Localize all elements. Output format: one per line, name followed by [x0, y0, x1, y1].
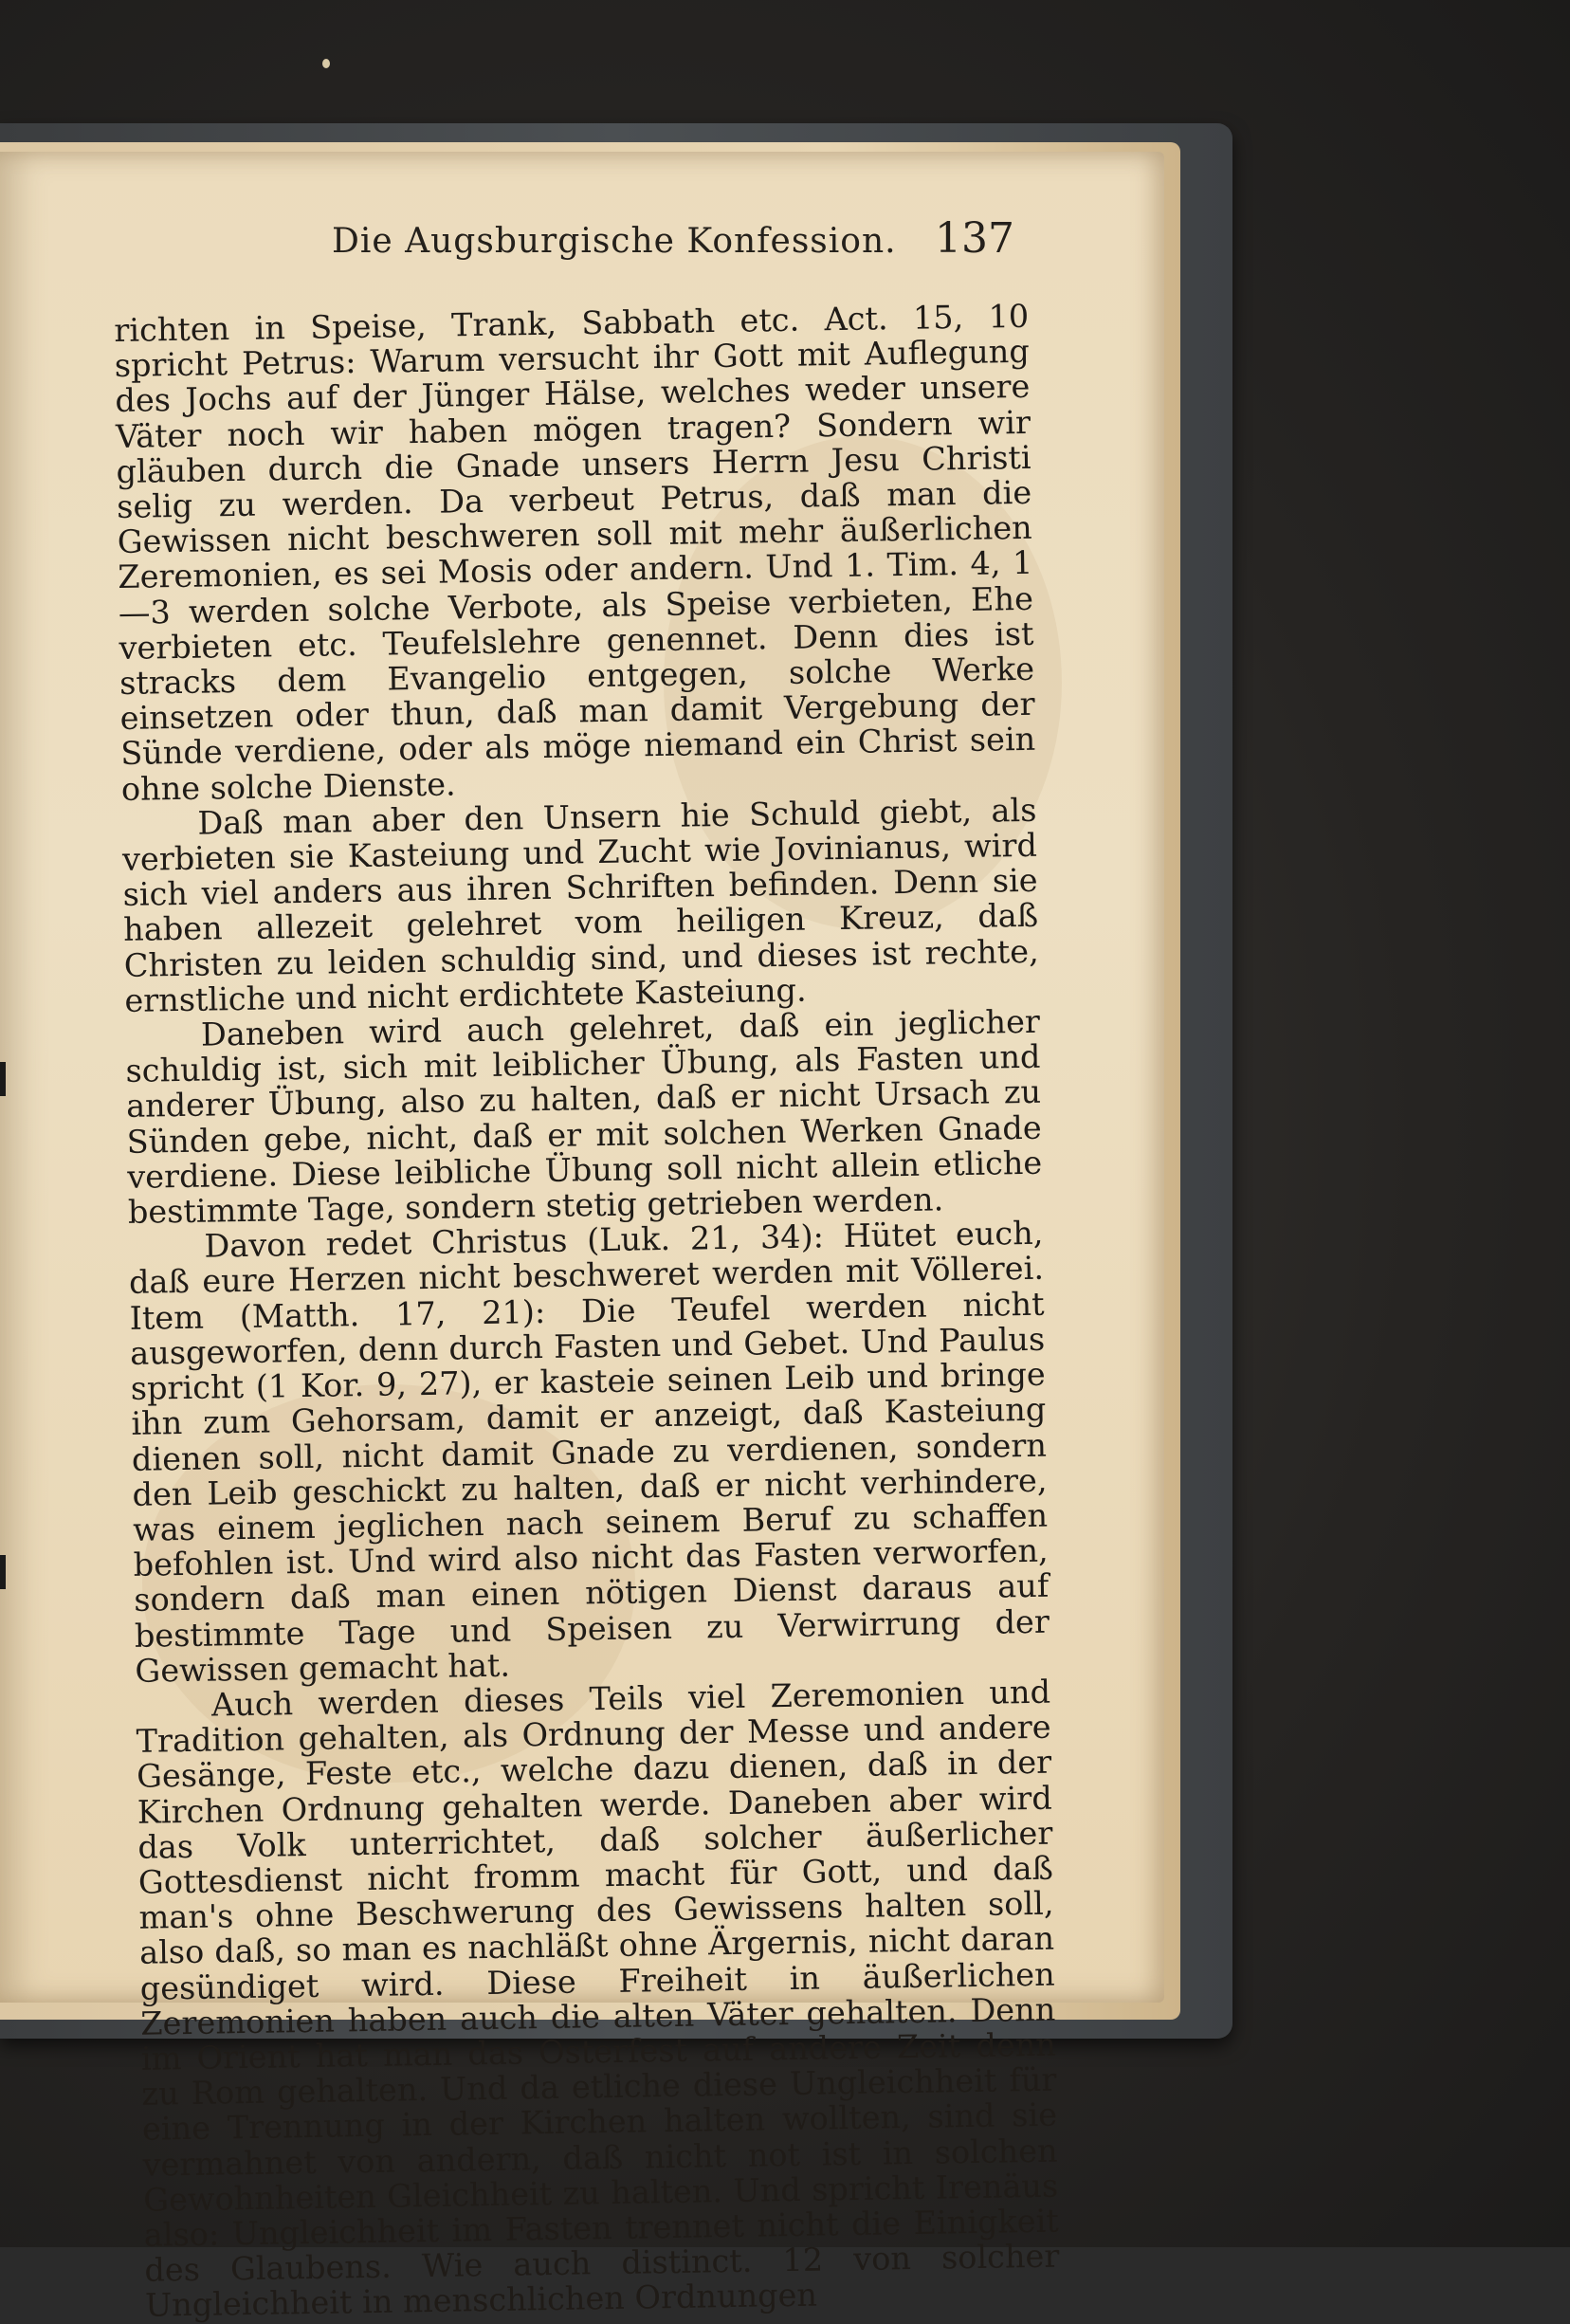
running-title: Die Augsburgische Konfession.	[332, 222, 897, 261]
dust-spot	[322, 59, 330, 68]
binding-mark	[0, 1555, 6, 1589]
body-text	[114, 299, 1060, 2323]
binding-mark	[0, 1062, 6, 1096]
paragraph: Daneben wird auch gelehret, daß ein jeglicher schuldig ist, sich mit leiblicher Übung, als Fasten und anderer Übung, also zu halten, daß er nicht Ursach zu Sünden gebe, nicht, daß er mit solchen Werken Gnade verdiene. Diese leibliche Übung soll nicht allein etliche bestimmte Tage, sondern stetig getrieben werden.	[125, 1002, 1043, 1231]
page-header	[114, 209, 1014, 275]
paragraph: Davon redet Christus (Luk. 21, 34): Hütet euch, daß eure Herzen nicht beschweret werden mit Völlerei. Item (Matth. 17, 21): Die Teufel werden nicht ausgeworfen, denn durch Fasten und Gebet. Und Paulus spricht (1 Kor. 9, 27), er kasteie seinen Leib und bringe ihn zum Gehorsam, damit er anzeigt, daß Kasteiung dienen soll, nicht damit Gnade zu verdienen, sondern den Leib geschickt zu halten, daß er nicht verhindere, was einem jeglichen nach seinem Beruf zu schaffen befohlen ist. Und wird also nicht das Fasten verworfen, sondern daß man einen nötigen Dienst daraus auf bestimmte Tage und Speisen zu Verwirrung der Gewissen gemacht hat.	[128, 1215, 1050, 1690]
paragraph: richten in Speise, Trank, Sabbath etc. Act. 15, 10 spricht Petrus: Warum versucht ihr Gott mit Auflegung des Jochs auf der Jünger Hälse, welches weder unsere Väter noch wir haben mögen tragen? Sondern wir gläuben durch die Gnade unsers Herrn Jesu Christi selig zu werden. Da verbeut Petrus, daß man die Gewissen nicht beschweren soll mit mehr äußerlichen Zeremonien, es sei Mosis oder andern. Und 1. Tim. 4, 1—3 werden solche Verbote, als Speise verbieten, Ehe verbieten etc. Teufelslehre genennet. Denn dies ist stracks dem Evangelio entgegen, solche Werke einsetzen oder thun, daß man damit Vergebung der Sünde verdiene, oder als möge niemand ein Christ sein ohne solche Dienste.	[113, 297, 1036, 808]
paragraph: Daß man aber den Unsern hie Schuld giebt, als verbieten sie Kasteiung und Zucht wie Jovinianus, wird sich viel anders aus ihren Schriften befinden. Denn sie haben allezeit gelehret vom heiligen Kreuz, daß Christen zu leiden schuldig sind, und dieses ist rechte, ernstliche und nicht erdichtete Kasteiung.	[121, 791, 1039, 1019]
page-number: 137	[935, 214, 1014, 263]
paragraph: Auch werden dieses Teils viel Zeremonien und Tradition gehalten, als Ordnung der Messe und andere Gesänge, Feste etc., welche dazu dienen, daß in der Kirchen Ordnung gehalten werde. Daneben aber wird das Volk unterrichtet, daß solcher äußerlicher Gottesdienst nicht fromm macht für Gott, und daß man's ohne Beschwerung des Gewissens halten soll, also daß, so man es nachläßt ohne Ärgernis, nicht daran gesündiget wird. Diese Freiheit in äußerlichen Zeremonien haben auch die alten Väter gehalten. Denn im Orient hat man das Osterfest auf andere Zeit denn zu Rom gehalten. Und da etliche diese Ungleichheit für eine Trennung in der Kirchen halten wollten, sind sie vermahnet von andern, daß nicht not ist in solchen Gewohnheiten Gleichheit zu halten. Und spricht Irenäus also: Ungleichheit im Fasten trennet nicht die Einigkeit des Glaubens. Wie auch distinct. 12 von solcher Ungleichheit in menschlichen Ordnungen	[136, 1673, 1060, 2324]
